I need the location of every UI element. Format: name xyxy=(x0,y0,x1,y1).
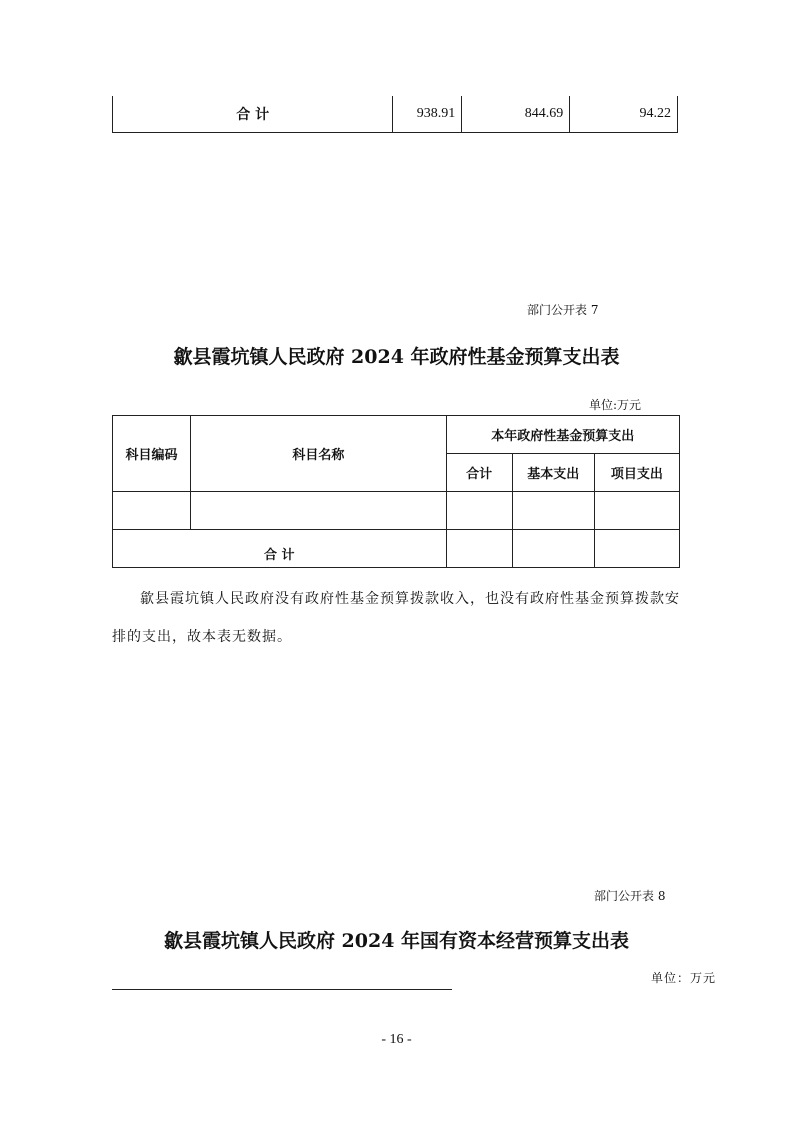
table-row xyxy=(113,492,680,530)
value-cell: 844.69 xyxy=(462,96,570,133)
header-basic: 基本支出 xyxy=(512,454,594,492)
header-group: 本年政府性基金预算支出 xyxy=(446,416,679,454)
page-title: 歙县霞坑镇人民政府 2024 年政府性基金预算支出表 xyxy=(173,346,620,368)
table-cell xyxy=(446,530,512,568)
explanation-note xyxy=(112,580,682,656)
note-text: 歙县霞坑镇人民政府没有政府性基金预算拨款收入，也没有政府性基金预算拨款安排的支出，故本表无数据。 xyxy=(112,591,680,645)
total-label-cell: 合 计 xyxy=(113,530,447,568)
footnote-divider xyxy=(112,989,452,990)
table-cell xyxy=(594,530,679,568)
page-title: 歙县霞坑镇人民政府 2024 年国有资本经营预算支出表 xyxy=(163,930,630,952)
header-total: 合计 xyxy=(446,454,512,492)
unit-label: 单位:万元 xyxy=(589,398,642,412)
header-project: 项目支出 xyxy=(594,454,679,492)
total-label-cell: 合 计 xyxy=(113,96,393,133)
table-cell xyxy=(594,492,679,530)
value-cell: 938.91 xyxy=(393,96,462,133)
table-cell xyxy=(113,492,191,530)
table-label: 部门公开表 7 xyxy=(527,303,599,317)
page-number: - 16 - xyxy=(381,1032,412,1047)
header-code: 科目编码 xyxy=(113,416,191,492)
table-row xyxy=(113,96,678,133)
unit-label: 单位：万元 xyxy=(651,971,717,985)
table-cell xyxy=(512,530,594,568)
table-cell xyxy=(446,492,512,530)
table-cell xyxy=(512,492,594,530)
table-total-row xyxy=(113,530,680,568)
table-header-row xyxy=(113,416,680,454)
top-summary-table xyxy=(112,96,678,133)
table-label: 部门公开表 8 xyxy=(594,889,666,903)
header-name: 科目名称 xyxy=(191,416,446,492)
table-cell xyxy=(191,492,446,530)
fund-budget-table xyxy=(112,415,680,568)
value-cell: 94.22 xyxy=(570,96,678,133)
